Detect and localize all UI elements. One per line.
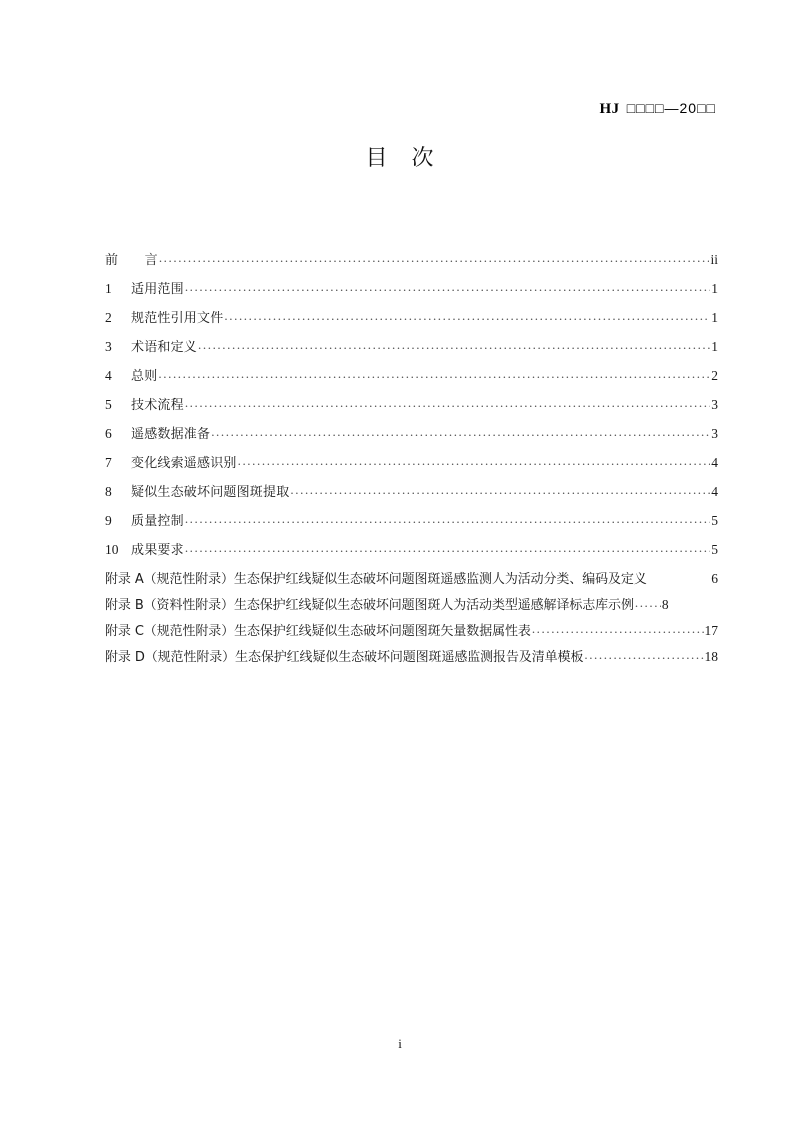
- toc-leader-dots: [158, 367, 710, 381]
- toc-entry-label: 规范性引用文件: [131, 311, 224, 326]
- toc-entry[interactable]: [105, 249, 718, 278]
- toc-entry-number: 2: [105, 310, 112, 325]
- toc-leader-dots: [224, 309, 710, 323]
- toc-entry-number: 6: [105, 426, 112, 441]
- toc-entry-page-number: 18: [704, 649, 718, 664]
- toc-leader-dots: [159, 251, 710, 265]
- toc-entry[interactable]: [105, 539, 718, 568]
- table-of-contents: [105, 249, 718, 672]
- toc-entry-page-number: 8: [661, 597, 669, 612]
- toc-entry[interactable]: [105, 307, 718, 336]
- toc-entry-page-number: 17: [704, 623, 718, 638]
- toc-entry-label: 疑似生态破坏问题图斑提取: [131, 485, 290, 500]
- toc-leader-dots: [584, 648, 703, 662]
- toc-entry-page-number: 5: [711, 513, 718, 528]
- document-header: [84, 98, 716, 119]
- page-number: i: [398, 1036, 402, 1051]
- toc-entry[interactable]: [105, 423, 718, 452]
- toc-entry-page-number: 1: [711, 281, 718, 296]
- toc-leader-dots: [211, 425, 710, 439]
- toc-entry[interactable]: [105, 594, 718, 620]
- toc-entry-label: 变化线索遥感识别: [131, 456, 237, 471]
- toc-entry-label: 术语和定义: [131, 340, 198, 355]
- toc-entry-page-number: 6: [711, 571, 718, 586]
- toc-entry[interactable]: [105, 278, 718, 307]
- toc-entry-page-number: 1: [711, 339, 718, 354]
- toc-leader-dots: [198, 338, 710, 352]
- toc-entry-label: 成果要求: [131, 543, 184, 558]
- toc-entry-label: 附录 A（规范性附录）生态保护红线疑似生态破坏问题图斑遥感监测人为活动分类、编码及定义: [105, 572, 647, 587]
- toc-entry-page-number: ii: [710, 252, 718, 267]
- toc-entry-page-number: 3: [711, 426, 718, 441]
- toc-entry-number: 1: [105, 281, 112, 296]
- toc-entry-page-number: 1: [711, 310, 718, 325]
- toc-entry-label: 质量控制: [131, 514, 184, 529]
- toc-leader-dots: [185, 541, 710, 555]
- toc-entry-label: 附录 C（规范性附录）生态保护红线疑似生态破坏问题图斑矢量数据属性表: [105, 624, 531, 639]
- toc-entry-page-number: 2: [711, 368, 718, 383]
- toc-entry[interactable]: [105, 620, 718, 646]
- toc-leader-dots: [532, 622, 704, 636]
- toc-entry[interactable]: [105, 568, 718, 594]
- toc-entry-number: 8: [105, 484, 112, 499]
- toc-entry[interactable]: [105, 510, 718, 539]
- toc-entry-label: 附录 B（资料性附录）生态保护红线疑似生态破坏问题图斑人为活动类型遥感解译标志库示例: [105, 598, 634, 613]
- toc-entry[interactable]: [105, 481, 718, 510]
- toc-entry-label: 总则: [131, 369, 158, 384]
- toc-entry-label: 附录 D（规范性附录）生态保护红线疑似生态破坏问题图斑遥感监测报告及清单模板: [105, 650, 584, 665]
- page-title: 目 次: [365, 146, 435, 171]
- toc-leader-dots: [185, 280, 710, 294]
- toc-entry-number: 5: [105, 397, 112, 412]
- toc-leader-dots: [185, 512, 710, 526]
- toc-leader-dots: [648, 570, 711, 584]
- toc-leader-dots: [238, 454, 711, 468]
- toc-entry-label: 适用范围: [131, 282, 184, 297]
- toc-entry-page-number: 3: [711, 397, 718, 412]
- toc-entry-label: 前 言: [105, 253, 158, 268]
- toc-leader-dots: [635, 596, 661, 610]
- standard-number: □□□□—20□□: [626, 100, 716, 116]
- standard-code: HJ: [599, 101, 620, 117]
- toc-entry[interactable]: [105, 365, 718, 394]
- toc-entry-label: 遥感数据准备: [131, 427, 211, 442]
- toc-entry-number: 10: [105, 542, 119, 557]
- page-footer: [0, 1036, 800, 1052]
- toc-entry-number: 4: [105, 368, 112, 383]
- toc-entry-page-number: 4: [711, 484, 718, 499]
- toc-entry[interactable]: [105, 394, 718, 423]
- toc-entry[interactable]: [105, 452, 718, 481]
- toc-leader-dots: [185, 396, 710, 410]
- toc-entry-page-number: 5: [711, 542, 718, 557]
- toc-entry-number: 3: [105, 339, 112, 354]
- toc-leader-dots: [290, 483, 710, 497]
- toc-entry[interactable]: [105, 336, 718, 365]
- toc-entry-label: 技术流程: [131, 398, 184, 413]
- toc-entry-page-number: 4: [711, 455, 718, 470]
- toc-entry[interactable]: [105, 646, 718, 672]
- toc-entry-number: 7: [105, 455, 112, 470]
- toc-entry-number: 9: [105, 513, 112, 528]
